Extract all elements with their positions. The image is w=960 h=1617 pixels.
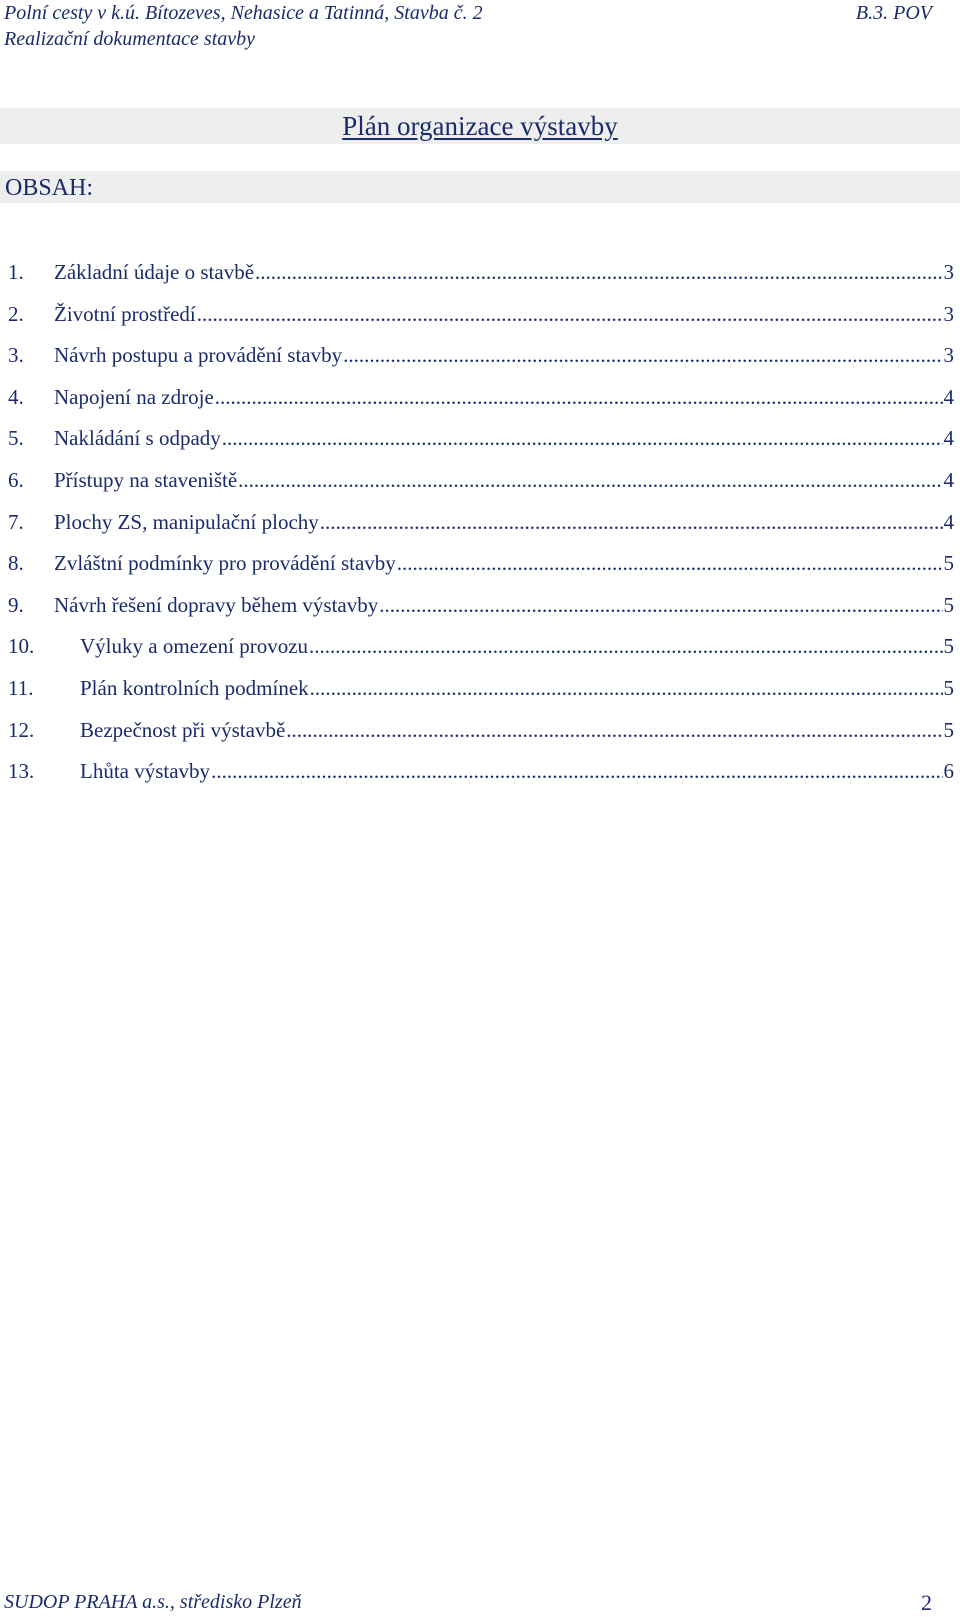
toc-entry-number: 5. bbox=[8, 426, 24, 451]
toc-entry-page: 5 bbox=[943, 551, 954, 576]
toc-entry[interactable] bbox=[8, 757, 954, 799]
header-left bbox=[4, 0, 483, 52]
toc-entry-label: Životní prostředí bbox=[54, 301, 196, 326]
toc-entry[interactable] bbox=[8, 424, 954, 466]
toc-entry-number: 1. bbox=[8, 260, 24, 284]
toc-dot-leader bbox=[222, 424, 943, 452]
toc-entry-label: Lhůta výstavby bbox=[80, 759, 211, 784]
toc-entry-page: 4 bbox=[943, 509, 954, 534]
toc-entry-label: Zvláštní podmínky pro provádění stavby bbox=[54, 551, 396, 576]
toc-entry[interactable] bbox=[8, 549, 954, 591]
toc-entry-label: Návrh postupu a provádění stavby bbox=[54, 343, 343, 368]
contents-band bbox=[0, 171, 960, 203]
document-title: Plán organizace výstavby bbox=[342, 111, 618, 141]
toc-entry-number: 2. bbox=[8, 301, 24, 326]
toc-entry-page: 4 bbox=[943, 426, 954, 451]
toc-dot-leader bbox=[320, 508, 943, 536]
toc-entry-number: 8. bbox=[8, 551, 24, 576]
toc-entry-number: 9. bbox=[8, 592, 24, 617]
toc-entry-page: 3 bbox=[943, 301, 954, 326]
toc-entry[interactable] bbox=[8, 674, 954, 716]
toc-entry-number: 11. bbox=[8, 675, 34, 700]
footer-page-number: 2 bbox=[921, 1590, 932, 1615]
toc-entry-label: Plochy ZS, manipulační plochy bbox=[54, 509, 319, 534]
toc-entry-number: 12. bbox=[8, 717, 35, 742]
toc-entry-label: Bezpečnost při výstavbě bbox=[80, 717, 286, 742]
toc-dot-leader bbox=[255, 258, 942, 286]
toc-entry-page: 5 bbox=[943, 592, 954, 617]
toc-entry-page: 3 bbox=[943, 260, 954, 284]
toc-entry-number: 7. bbox=[8, 509, 24, 534]
toc-entry-page: 3 bbox=[943, 343, 954, 368]
toc-entry[interactable] bbox=[8, 466, 954, 508]
toc-entry[interactable] bbox=[8, 258, 954, 300]
toc-entry-number: 6. bbox=[8, 467, 24, 492]
toc-entry-page: 5 bbox=[943, 675, 954, 700]
toc-dot-leader bbox=[211, 757, 942, 785]
toc-entry-label: Přístupy na staveniště bbox=[54, 467, 238, 492]
toc-dot-leader bbox=[238, 466, 942, 494]
toc-entry[interactable] bbox=[8, 300, 954, 342]
toc-entry-number: 10. bbox=[8, 634, 35, 659]
header-project: Polní cesty v k.ú. Bítozeves, Nehasice a Tatinná, Stavba č. 2 bbox=[4, 2, 483, 24]
toc-entry[interactable] bbox=[8, 341, 954, 383]
toc-dot-leader bbox=[286, 716, 942, 744]
toc-entry[interactable] bbox=[8, 591, 954, 633]
toc-entry[interactable] bbox=[8, 632, 954, 674]
toc-entry-label: Napojení na zdroje bbox=[54, 384, 214, 409]
toc-entry-label: Základní údaje o stavbě bbox=[54, 260, 255, 284]
header-section: B.3. POV bbox=[855, 2, 932, 24]
toc-entry[interactable] bbox=[8, 716, 954, 758]
toc-entry-number: 3. bbox=[8, 343, 24, 368]
table-of-contents bbox=[8, 258, 954, 799]
toc-entry-label: Návrh řešení dopravy během výstavby bbox=[54, 592, 379, 617]
toc-dot-leader bbox=[310, 674, 943, 702]
header-subtitle: Realizační dokumentace stavby bbox=[4, 28, 256, 50]
toc-dot-leader bbox=[197, 300, 943, 328]
toc-dot-leader bbox=[343, 341, 942, 369]
toc-entry-label: Výluky a omezení provozu bbox=[80, 634, 309, 659]
toc-dot-leader bbox=[397, 549, 943, 577]
toc-entry-label: Plán kontrolních podmínek bbox=[80, 675, 309, 700]
toc-dot-leader bbox=[309, 632, 942, 660]
toc-entry-page: 5 bbox=[943, 717, 954, 742]
toc-entry-number: 13. bbox=[8, 759, 35, 784]
toc-entry-page: 4 bbox=[943, 384, 954, 409]
toc-entry-number: 4. bbox=[8, 384, 24, 409]
toc-entry-page: 4 bbox=[943, 467, 954, 492]
toc-dot-leader bbox=[215, 383, 943, 411]
toc-entry-page: 5 bbox=[943, 634, 954, 659]
footer-company: SUDOP PRAHA a.s., středisko Plzeň bbox=[4, 1591, 302, 1613]
toc-entry[interactable] bbox=[8, 508, 954, 550]
toc-entry-label: Nakládání s odpady bbox=[54, 426, 221, 451]
toc-entry-page: 6 bbox=[943, 759, 954, 784]
toc-entry[interactable] bbox=[8, 383, 954, 425]
contents-heading: OBSAH: bbox=[5, 175, 94, 201]
toc-dot-leader bbox=[379, 591, 942, 619]
